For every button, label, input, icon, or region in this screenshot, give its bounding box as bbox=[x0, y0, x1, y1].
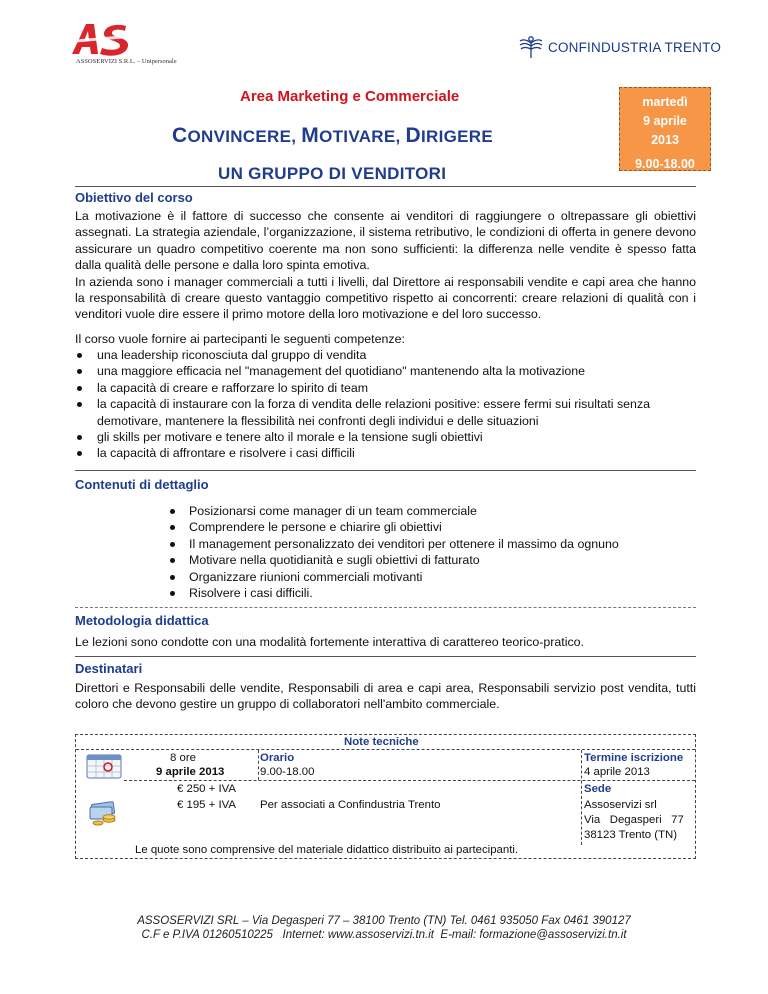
section-divider bbox=[75, 186, 696, 187]
assoservizi-logo bbox=[70, 20, 180, 65]
sede-line: Via Degasperi 77 bbox=[584, 814, 684, 826]
calendar-icon bbox=[86, 753, 122, 782]
destinatari-text: Direttori e Responsabili delle vendite, Responsabili di area e capi area, Responsabili servizio post vendita, tutti coloro che devono gestire un gruppo di collaboratori nell'ambito commerciale. bbox=[75, 681, 696, 712]
section-divider bbox=[75, 656, 696, 657]
obiettivo-paragraph-2: In azienda sono i manager commerciali a tutti i livelli, dal Direttore ai responsabili vendite e capi area che hanno la responsabilità di creare questo vantaggio competitivo rispetto ai concorrenti: creare relazioni di qualità con i venditori vuole dire essere il primo motore della loro motivazione e del loro successo. bbox=[75, 274, 696, 322]
note-tecniche-table bbox=[75, 734, 696, 859]
note-footnote: Le quote sono comprensive del materiale didattico distribuito ai partecipanti. bbox=[135, 844, 519, 856]
table-divider bbox=[76, 749, 695, 750]
list-item: gli skills per motivare e tenere alto il morale e la tensione sugli obiettivi bbox=[75, 429, 696, 445]
confindustria-logo-text: CONFINDUSTRIA TRENTO bbox=[548, 39, 722, 55]
section-heading-obiettivo: Obiettivo del corso bbox=[75, 190, 193, 205]
termine-value: 4 aprile 2013 bbox=[584, 766, 650, 778]
note-date: 9 aprile 2013 bbox=[156, 766, 225, 778]
footer-address: ASSOSERVIZI SRL – Via Degasperi 77 – 38100 Trento (TN) Tel. 0461 935050 Fax 0461 390127 bbox=[137, 915, 631, 927]
section-heading-metodologia: Metodologia didattica bbox=[75, 613, 209, 628]
page-footer bbox=[0, 914, 768, 942]
list-item: una leadership riconosciuta dal gruppo di vendita bbox=[75, 347, 696, 363]
orario-label: Orario bbox=[260, 752, 295, 764]
list-item: la capacità di creare e rafforzare lo spirito di team bbox=[75, 380, 696, 396]
sede-label: Sede bbox=[584, 783, 612, 795]
as-logo-mark-icon bbox=[70, 20, 140, 58]
date-time: 9.00-18.00 bbox=[635, 157, 695, 171]
section-divider bbox=[75, 607, 696, 608]
date-day: martedì bbox=[642, 95, 688, 109]
date-date: 9 aprile bbox=[643, 114, 687, 128]
list-item: la capacità di affrontare e risolvere i casi difficili bbox=[75, 445, 696, 461]
course-title-line-1: CONVINCERE, MOTIVARE, DIRIGERE bbox=[172, 124, 494, 147]
table-divider bbox=[581, 750, 582, 845]
metodologia-text: Le lezioni sono condotte con una modalità fortemente interattiva di carattereo teorico-pratico. bbox=[75, 635, 584, 649]
sede-line: 38123 Trento (TN) bbox=[584, 829, 678, 841]
price-standard: € 250 + IVA bbox=[177, 783, 236, 795]
obiettivo-intro: Il corso vuole fornire ai partecipanti le seguenti competenze: bbox=[75, 332, 405, 346]
list-item: Posizionarsi come manager di un team commerciale bbox=[173, 503, 693, 519]
table-divider bbox=[258, 750, 259, 780]
list-item: la capacità di instaurare con la forza di vendita delle relazioni positive: essere fermi sui risultati senza demotivare, mantenere la flessibilità nei confronti degli individui e delle situazioni bbox=[75, 396, 696, 429]
list-item: Risolvere i casi difficili. bbox=[173, 585, 693, 601]
footer-contacts: C.F e P.IVA 01260510225 Internet: www.assoservizi.tn.it E-mail: formazione@assoservizi.tn.it bbox=[141, 929, 627, 941]
section-divider bbox=[75, 470, 696, 471]
section-heading-contenuti: Contenuti di dettaglio bbox=[75, 477, 209, 492]
area-title: Area Marketing e Commerciale bbox=[240, 88, 460, 105]
list-item: Il management personalizzato dei venditori per ottenere il massimo da ognuno bbox=[173, 536, 693, 552]
obiettivo-text bbox=[75, 208, 696, 323]
obiettivo-paragraph-1: La motivazione è il fattore di successo che consente ai venditori di raggiungere o oltrepassare gli obiettivi assegnati. La strategia aziendale, l’organizzazione, il sistema retributivo, le condizioni di offerta in genere devono assicurare un quadro competitivo coerente ma non sono sufficienti: la differenza nelle vendite è spesso fatta dalla qualità delle persone e dalla loro spinta emotiva. bbox=[75, 209, 696, 273]
list-item: Comprendere le persone e chiarire gli obiettivi bbox=[173, 519, 693, 535]
list-item: una maggiore efficacia nel "management del quotidiano" mantenendo alta la motivazione bbox=[75, 363, 696, 379]
confindustria-eagle-icon bbox=[518, 34, 544, 60]
contenuti-list bbox=[173, 503, 693, 601]
price-associati-note: Per associati a Confindustria Trento bbox=[260, 799, 441, 811]
orario-value: 9.00-18.00 bbox=[260, 766, 315, 778]
competenze-list bbox=[75, 347, 696, 462]
list-item: Motivare nella quotidianità e sugli obiettivi di fatturato bbox=[173, 552, 693, 568]
date-box bbox=[619, 87, 711, 171]
section-heading-destinatari: Destinatari bbox=[75, 661, 143, 676]
sede-line: Assoservizi srl bbox=[584, 799, 657, 811]
money-icon bbox=[88, 801, 120, 830]
confindustria-logo bbox=[518, 32, 721, 62]
price-associati: € 195 + IVA bbox=[177, 799, 236, 811]
list-item: Organizzare riunioni commerciali motivanti bbox=[173, 569, 693, 585]
course-title-line-2: UN GRUPPO DI VENDITORI bbox=[218, 164, 447, 183]
assoservizi-tagline: ASSOSERVIZI S.R.L. – Unipersonale bbox=[76, 58, 177, 65]
termine-label: Termine iscrizione bbox=[584, 752, 684, 764]
note-tecniche-heading: Note tecniche bbox=[344, 736, 419, 748]
table-divider bbox=[124, 780, 695, 781]
note-hours: 8 ore bbox=[170, 752, 196, 764]
date-year: 2013 bbox=[651, 133, 679, 147]
